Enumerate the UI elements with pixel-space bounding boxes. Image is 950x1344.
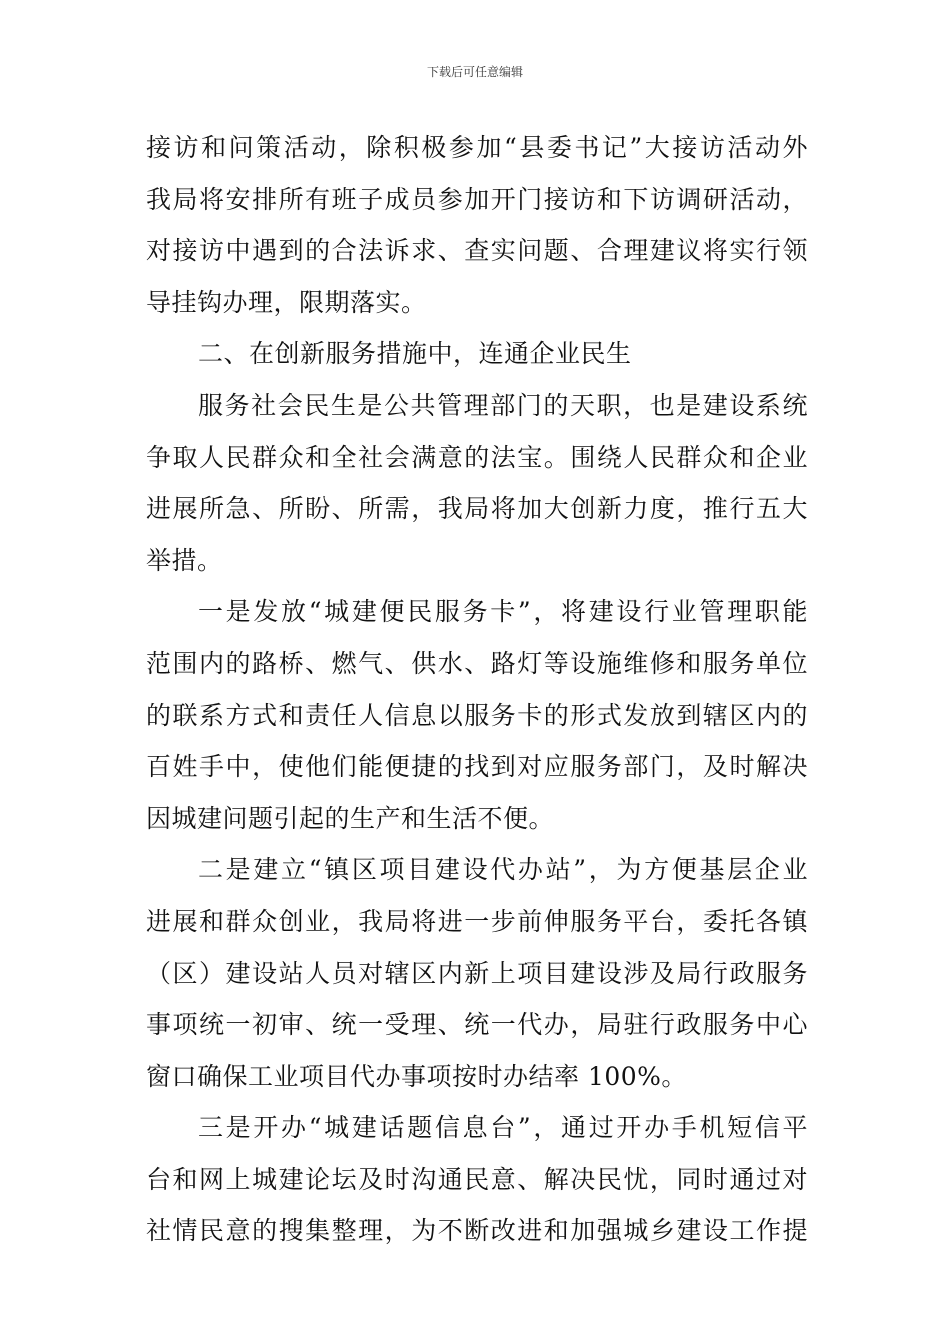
- text-line: 范围内的路桥、燃气、供水、路灯等设施维修和服务单位: [146, 648, 808, 678]
- text-line: 我局将安排所有班子成员参加开门接访和下访调研活动，: [146, 184, 808, 214]
- text-line: 二是建立“镇区项目建设代办站”，为方便基层企业: [198, 855, 808, 885]
- text-line: 因城建问题引起的生产和生活不便。: [146, 803, 555, 833]
- text-line: （区）建设站人员对辖区内新上项目建设涉及局行政服务: [146, 958, 808, 988]
- text-line: 争取人民群众和全社会满意的法宝。围绕人民群众和企业: [146, 442, 808, 472]
- text-line: 的联系方式和责任人信息以服务卡的形式发放到辖区内的: [146, 700, 808, 730]
- text-line: 服务社会民生是公共管理部门的天职，也是建设系统: [198, 390, 808, 420]
- text-line: 社情民意的搜集整理，为不断改进和加强城乡建设工作提: [146, 1216, 808, 1246]
- text-line: 接访和问策活动，除积极参加“县委书记”大接访活动外: [146, 133, 808, 162]
- text-line: 进展所急、所盼、所需，我局将加大创新力度，推行五大: [146, 494, 808, 524]
- text-line: 举措。: [146, 545, 223, 575]
- page-header-note: 下载后可任意编辑: [426, 65, 523, 79]
- text-line: 百姓手中，使他们能便捷的找到对应服务部门，及时解决: [146, 752, 808, 782]
- text-line: 一是发放“城建便民服务卡”，将建设行业管理职能: [198, 597, 808, 627]
- text-line: 事项统一初审、统一受理、统一代办，局驻行政服务中心: [146, 1010, 808, 1040]
- text-line: 对接访中遇到的合法诉求、查实问题、合理建议将实行领: [146, 236, 808, 266]
- document-body: [146, 122, 808, 1257]
- text-line: 进展和群众创业，我局将进一步前伸服务平台，委托各镇: [146, 906, 808, 936]
- text-line: 窗口确保工业项目代办事项按时办结率 100%。: [146, 1061, 687, 1091]
- text-line: 二、在创新服务措施中，连通企业民生: [198, 339, 632, 369]
- text-line: 台和网上城建论坛及时沟通民意、解决民忧，同时通过对: [146, 1164, 808, 1194]
- text-line: 导挂钩办理，限期落实。: [146, 287, 427, 317]
- text-line: 三是开办“城建话题信息台”，通过开办手机短信平: [198, 1113, 808, 1143]
